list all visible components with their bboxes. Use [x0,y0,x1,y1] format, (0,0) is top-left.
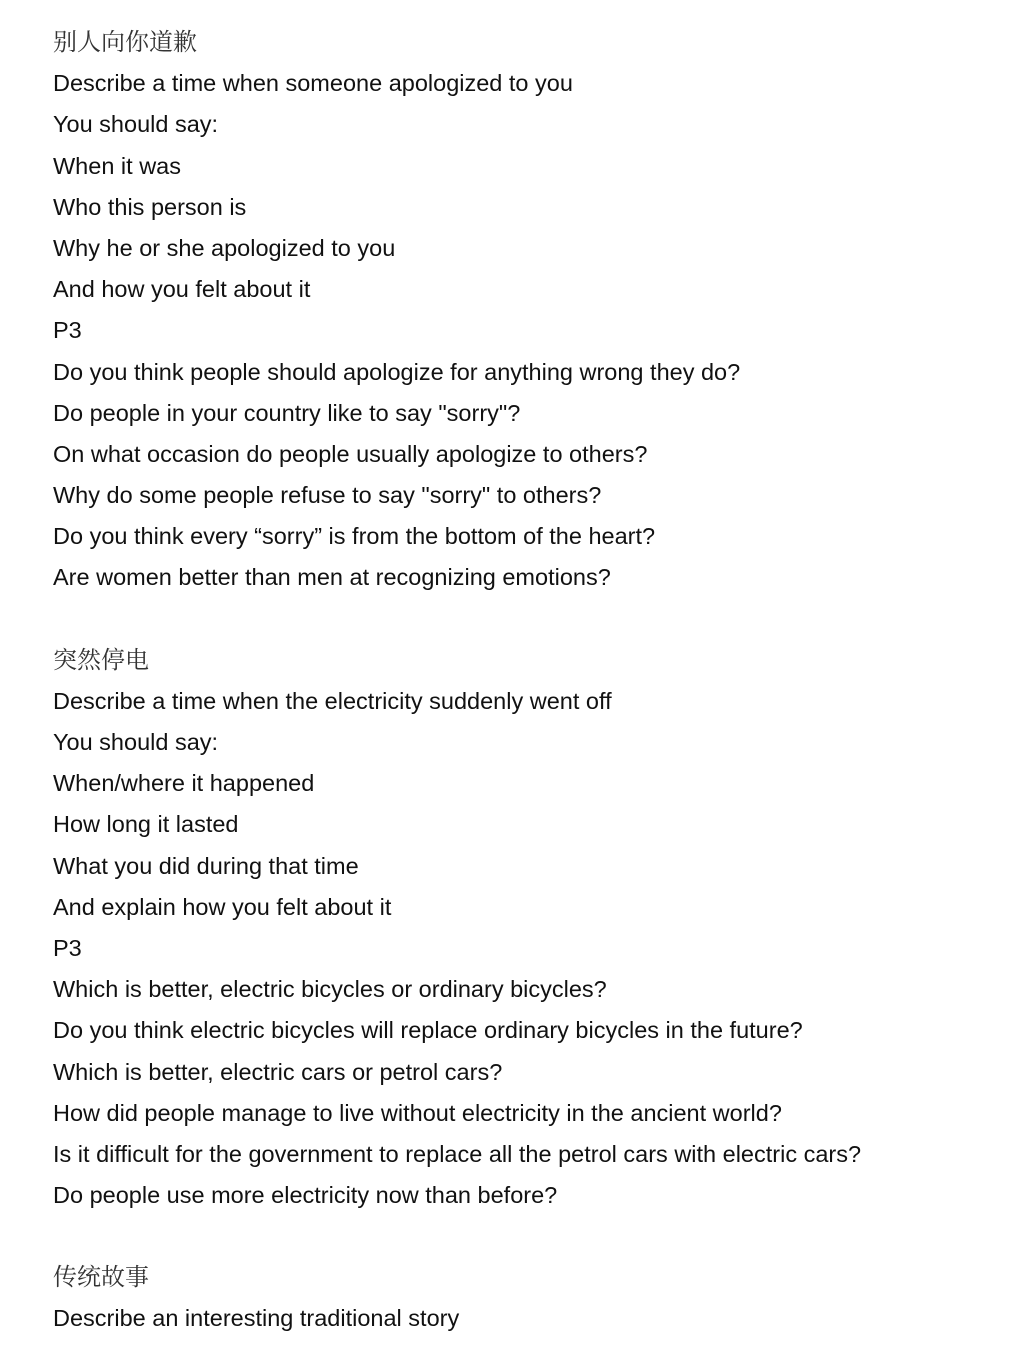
should-say-label: You should say: [53,111,219,138]
cue-item: What you did during that time [53,852,359,879]
topic-chinese-title: 别人向你道歉 [53,28,197,56]
question-item: Do people use more electricity now than before? [53,1182,558,1209]
part-label: P3 [53,317,82,344]
question-item: How did people manage to live without electricity in the ancient world? [53,1099,782,1126]
topic-section-power-cut [53,640,993,1217]
question-item: Why do some people refuse to say "sorry" to others? [53,482,602,509]
topic-section-apology [53,22,993,599]
should-say-label: You should say: [53,729,219,755]
cue-item: And explain how you felt about it [53,893,392,920]
question-item: Do you think people should apologize for anything wrong they do? [53,358,741,385]
topic-section-traditional-story [53,1257,993,1339]
question-item: On what occasion do people usually apologize to others? [53,440,648,467]
topic-chinese-title: 传统故事 [53,1263,149,1292]
cue-item: Who this person is [53,193,247,220]
topic-prompt: Describe an interesting traditional story [53,1305,460,1332]
question-item: Which is better, electric bicycles or ordinary bicycles? [53,976,607,1003]
cue-item: How long it lasted [53,811,239,838]
cue-item: When it was [53,152,181,179]
question-item: Are women better than men at recognizing emotions? [53,564,611,591]
document-page [53,22,993,1340]
topic-chinese-title: 突然停电 [53,645,149,674]
cue-item: And how you felt about it [53,276,311,303]
question-item: Is it difficult for the government to replace all the petrol cars with electric cars? [53,1140,862,1167]
cue-item: Why he or she apologized to you [53,234,396,261]
question-item: Do you think electric bicycles will replace ordinary bicycles in the future? [53,1017,803,1044]
topic-prompt: Describe a time when the electricity suddenly went off [53,687,612,714]
question-item: Do people in your country like to say "sorry"? [53,399,521,426]
question-item: Which is better, electric cars or petrol cars? [53,1058,503,1085]
topic-prompt: Describe a time when someone apologized to you [53,70,573,97]
cue-item: When/where it happened [53,770,315,797]
part-label: P3 [53,934,82,961]
question-item: Do you think every “sorry” is from the bottom of the heart? [53,523,656,550]
